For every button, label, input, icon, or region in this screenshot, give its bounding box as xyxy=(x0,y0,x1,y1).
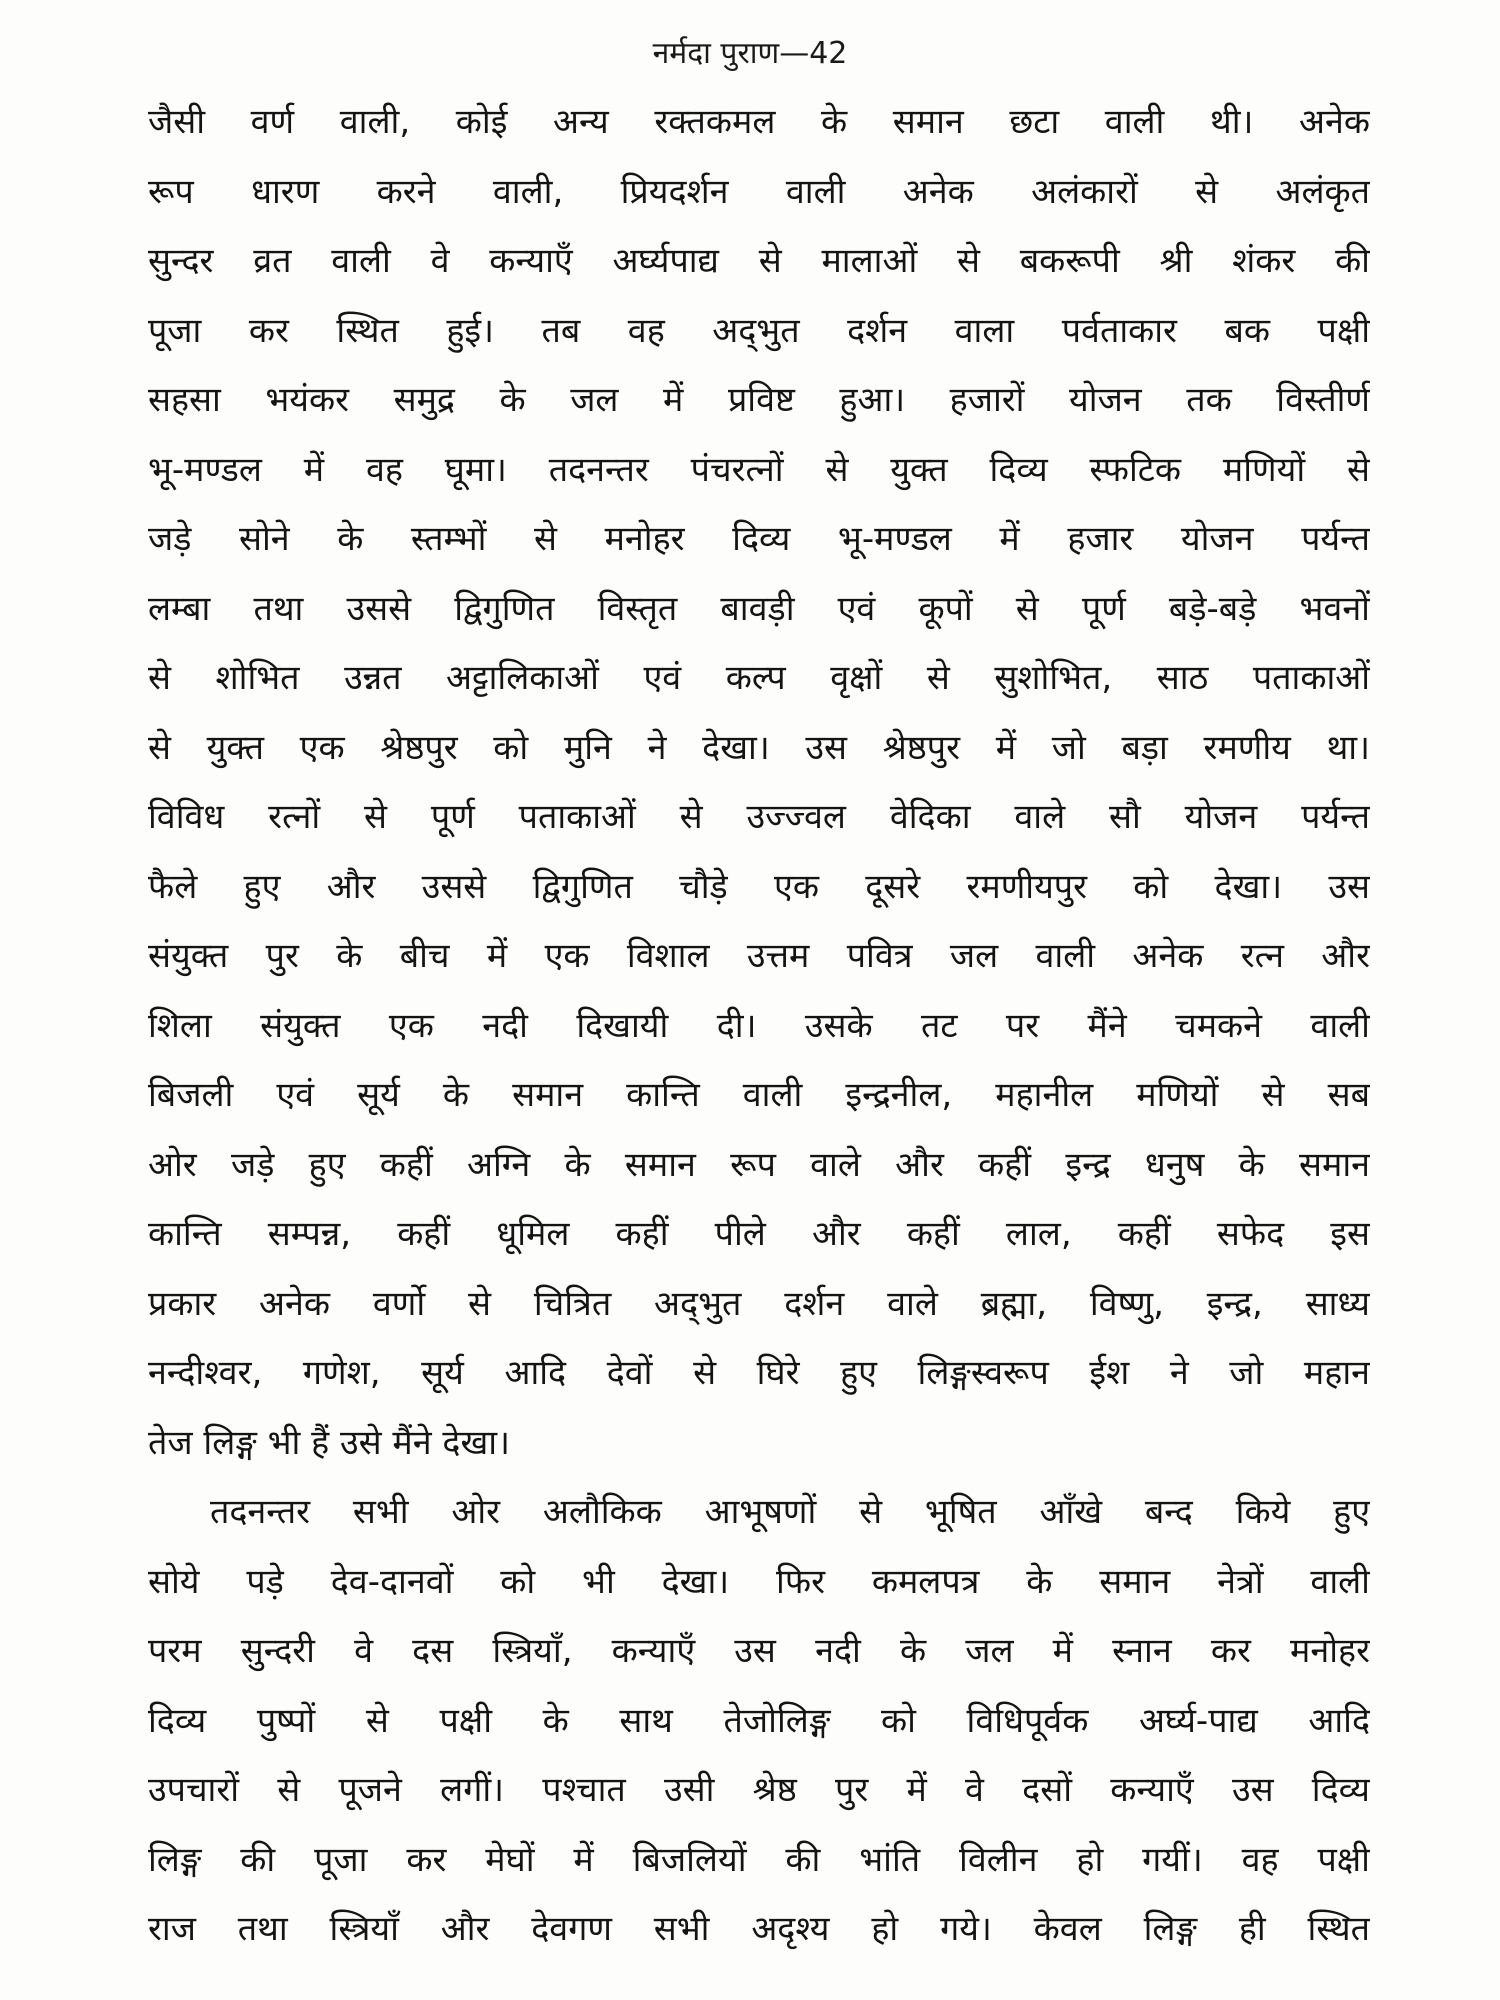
text-line: सहसा भयंकर समुद्र के जल में प्रविष्ट हुआ। हजारों योजन तक विस्तीर्ण xyxy=(148,380,1370,420)
text-line: दिव्य पुष्पों से पक्षी के साथ तेजोलिङ्ग को विधिपूर्वक अर्घ्य-पाद्य आदि xyxy=(148,1700,1370,1741)
text-line: से शोभित उन्नत अट्टालिकाओं एवं कल्प वृक्षों से सुशोभित, साठ पताकाओं xyxy=(148,658,1370,698)
text-line: प्रकार अनेक वर्णो से चित्रित अद्‌भुत दर्शन वाले ब्रह्मा, विष्णु, इन्द्र, साध्य xyxy=(148,1283,1370,1324)
text-line: शिला संयुक्त एक नदी दिखायी दी। उसके तट पर मैंने चमकने वाली xyxy=(148,1005,1370,1046)
text-line: से युक्त एक श्रेष्ठपुर को मुनि ने देखा। उस श्रेष्ठपुर में जो बड़ा रमणीय था। xyxy=(148,727,1370,768)
page-body-text xyxy=(148,88,1370,1965)
text-line: सुन्दर व्रत वाली वे कन्याएँ अर्घ्यपाद्य से मालाओं से बकरूपी श्री शंकर की xyxy=(148,241,1370,281)
text-line: रूप धारण करने वाली, प्रियदर्शन वाली अनेक अलंकारों से अलंकृत xyxy=(148,171,1370,212)
text-line: लिङ्ग की पूजा कर मेघों में बिजलियों की भांति विलीन हो गयीं। वह पक्षी xyxy=(148,1839,1370,1880)
text-line: कान्ति सम्पन्न, कहीं धूमिल कहीं पीले और कहीं लाल, कहीं सफेद इस xyxy=(148,1214,1370,1254)
text-line: लम्बा तथा उससे द्विगुणित विस्तृत बावड़ी एवं कूपों से पूर्ण बड़े-बड़े भवनों xyxy=(148,588,1370,629)
text-line: जैसी वर्ण वाली, कोई अन्य रक्तकमल के समान छटा वाली थी। अनेक xyxy=(148,102,1370,142)
text-line: बिजली एवं सूर्य के समान कान्ति वाली इन्द्रनील, महानील मणियों से सब xyxy=(148,1075,1370,1115)
text-line: उपचारों से पूजने लगीं। पश्चात उसी श्रेष्ठ पुर में वे दसों कन्याएँ उस दिव्य xyxy=(148,1770,1370,1810)
text-line: संयुक्त पुर के बीच में एक विशाल उत्तम पवित्र जल वाली अनेक रत्न और xyxy=(148,936,1370,976)
text-line: भू-मण्डल में वह घूमा। तदनन्तर पंचरत्नों से युक्त दिव्य स्फटिक मणियों से xyxy=(148,449,1370,490)
paragraph-end-line: तेज लिङ्ग भी हैं उसे मैंने देखा। xyxy=(148,1422,510,1463)
text-line: राज तथा स्त्रियाँ और देवगण सभी अदृश्य हो गये। केवल लिङ्ग ही स्थित xyxy=(148,1909,1370,1949)
text-line: परम सुन्दरी वे दस स्त्रियाँ, कन्याएँ उस नदी के जल में स्नान कर मनोहर xyxy=(148,1631,1370,1671)
text-line: जड़े सोने के स्तम्भों से मनोहर दिव्य भू-मण्डल में हजार योजन पर्यन्त xyxy=(148,519,1370,559)
running-header: नर्मदा पुराण—42 xyxy=(652,36,848,71)
text-line: पूजा कर स्थित हुई। तब वह अद्‌भुत दर्शन वाला पर्वताकार बक पक्षी xyxy=(148,310,1370,351)
paragraph-start-line: तदनन्तर सभी ओर अलौकिक आभूषणों से भूषित आँखे बन्द किये हुए xyxy=(210,1492,1370,1532)
text-line: विविध रत्नों से पूर्ण पताकाओं से उज्ज्वल वेदिका वाले सौ योजन पर्यन्त xyxy=(148,797,1370,837)
text-line: सोये पड़े देव-दानवों को भी देखा। फिर कमलपत्र के समान नेत्रों वाली xyxy=(148,1561,1370,1602)
text-line: फैले हुए और उससे द्विगुणित चौड़े एक दूसरे रमणीयपुर को देखा। उस xyxy=(148,866,1370,907)
text-line: नन्दीश्वर, गणेश, सूर्य आदि देवों से घिरे हुए लिङ्गस्वरूप ईश ने जो महान xyxy=(148,1353,1370,1393)
text-line: ओर जड़े हुए कहीं अग्नि के समान रूप वाले और कहीं इन्द्र धनुष के समान xyxy=(148,1144,1370,1185)
